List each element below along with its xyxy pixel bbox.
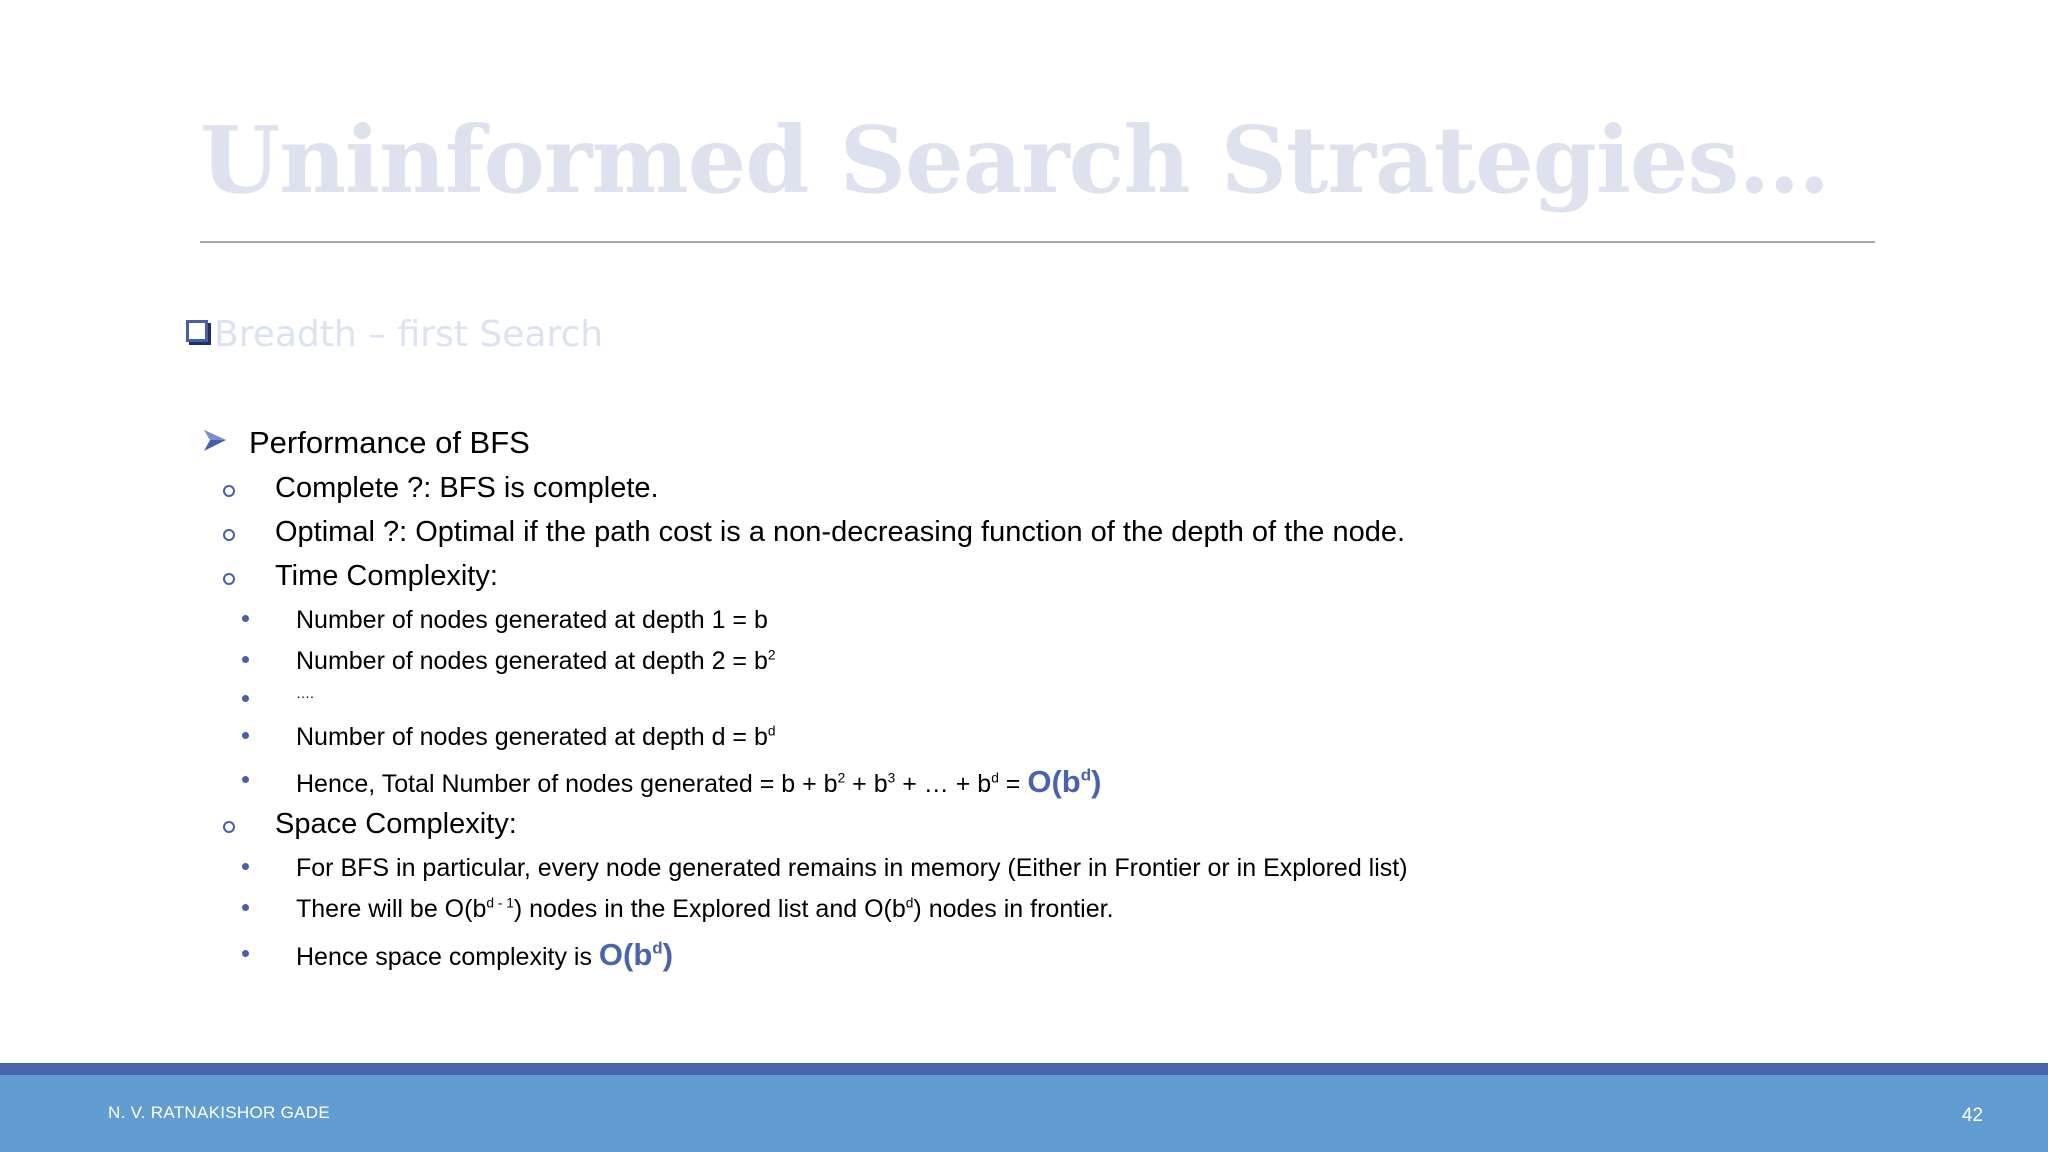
- circle-bullet-icon: [223, 573, 235, 585]
- circle-bullet-icon: [223, 485, 235, 497]
- depth2-text: Number of nodes generated at depth $2 = b^2$: [296, 647, 776, 675]
- dot-bullet-icon: [242, 615, 249, 622]
- performance-label: Performance of BFS: [249, 425, 530, 460]
- space-complexity-text: Hence space complexity is $O(b^d)$: [296, 937, 674, 972]
- ellipsis-text: ….: [296, 685, 314, 701]
- depth1-text: Number of nodes generated at depth 1 = b: [296, 606, 768, 634]
- dot-bullet-icon: [242, 863, 249, 870]
- dot-bullet-icon: [242, 950, 249, 957]
- space-complexity-result: $O(b^d)$: [598, 937, 674, 972]
- complete-text: Complete ?: BFS is complete.: [275, 472, 659, 504]
- dot-bullet-icon: [242, 904, 249, 911]
- optimal-text: Optimal ?: Optimal if the path cost is a non-decreasing function of the depth of the node.: [275, 516, 1406, 548]
- footer-accent-stripe: [0, 1063, 2048, 1075]
- depthd-text: Number of nodes generated at depth $d = b^d$: [296, 723, 776, 751]
- dot-bullet-icon: [242, 732, 249, 739]
- dot-bullet-icon: [242, 656, 249, 663]
- circle-bullet-icon: [223, 821, 235, 833]
- slide-title: Uninformed Search Strategies…: [200, 106, 1830, 214]
- footer: [0, 1075, 2048, 1152]
- space-complexity-label: Space Complexity:: [275, 808, 517, 840]
- memory-text: For BFS in particular, every node generated remains in memory (Either in Frontier or in Explored list): [296, 854, 1408, 882]
- dot-bullet-icon: [242, 695, 249, 702]
- time-complexity-label: Time Complexity:: [275, 560, 498, 592]
- dot-bullet-icon: [242, 776, 249, 783]
- circle-bullet-icon: [223, 529, 235, 541]
- time-complexity-result: $O(b^d)$: [1027, 764, 1102, 799]
- explored-frontier-text: There will be $O(b^{d - 1})$ nodes in the Explored list and $O(b^d)$ nodes in frontier.: [296, 895, 1114, 923]
- footer-author: N. V. RATNAKISHOR GADE: [108, 1103, 330, 1122]
- title-divider: [200, 241, 1875, 243]
- checkbox-icon: [186, 320, 208, 342]
- section-heading-text: Breadth – first Search: [214, 314, 604, 355]
- section-heading: [186, 314, 603, 355]
- arrow-icon: [203, 429, 227, 453]
- page-number: 42: [1961, 1105, 1983, 1126]
- total-nodes-text: Hence, Total Number of nodes generated = $b + b^2 + b^3$ + … + $b^d = O(b^d)$: [296, 764, 1102, 799]
